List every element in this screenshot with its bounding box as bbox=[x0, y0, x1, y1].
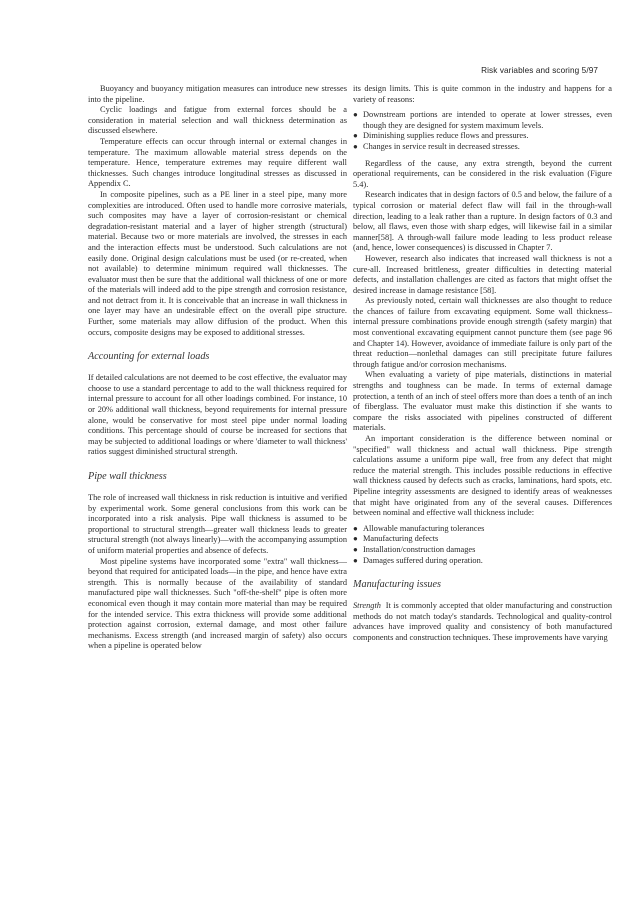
list-item: ● Allowable manufacturing tolerances bbox=[353, 523, 485, 533]
run-in-heading: Strength bbox=[353, 601, 381, 611]
paragraph: its design limits. This is quite common in the industry and happens for a variety of reasons: bbox=[353, 84, 612, 104]
bullet-icon: ● bbox=[353, 141, 358, 151]
list-item: ● Downstream portions are intended to operate at lower stresses, even though they are designed for system maximum levels. bbox=[353, 110, 612, 130]
bullet-icon: ● bbox=[353, 523, 358, 533]
section-heading: Manufacturing issues bbox=[353, 579, 442, 591]
bullet-icon: ● bbox=[353, 544, 358, 554]
section-heading: Accounting for external loads bbox=[88, 351, 210, 363]
paragraph: When evaluating a variety of pipe materials, distinctions in material strengths and toughness can be made. In terms of external damage protection, a tenth of an inch of steel offers more than does a tenth of an inch of fiberglass. The evaluator must make this distinction if she wants to compare the risks associated with pipelines constructed of different materials. bbox=[353, 370, 612, 433]
section-heading: Pipe wall thickness bbox=[88, 471, 167, 482]
list-item: ● Diminishing supplies reduce flows and pressures. bbox=[353, 131, 529, 141]
paragraph: As previously noted, certain wall thicknesses are also thought to reduce the chances of failure from excavating equipment. Some wall thickness–internal pressure combinations provide enough strength (safety margin) that most conventional excavating equipment cannot puncture them (see page 96 and Chapter 14). However, avoidance of immediate failure is only part of the threat reduction—nonlethal damages can still precipitate future failures through fatigue and/or corrosion mechanisms. bbox=[353, 296, 612, 369]
paragraph: Strength It is commonly accepted that older manufacturing and construction methods do not match today's standards. Technological and quality-control advances have improved quality and consistency of both manufactured components and construction techniques. These improvements have varying bbox=[353, 601, 612, 642]
bullet-icon: ● bbox=[353, 131, 358, 141]
paragraph: Regardless of the cause, any extra strength, beyond the current operational requirements, can be considered in the risk evaluation (Figure 5.4). bbox=[353, 158, 612, 189]
list-item: ● Damages suffered during operation. bbox=[353, 555, 483, 565]
paragraph: The role of increased wall thickness in risk reduction is intuitive and verified by experimental work. Some general conclusions from this work can be incorporated into a risk analysis. Pipe wall thickness is assumed to be proportional to structural strength—greater wall thickness leads to greater structural strength (not always linearly)—with the accompanying assumption of uniform material properties and absence of defects. bbox=[88, 493, 347, 555]
list-item: ● Installation/construction damages bbox=[353, 544, 476, 554]
bullet-list bbox=[353, 524, 612, 566]
right-column bbox=[353, 84, 612, 644]
paragraph: If detailed calculations are not deemed to be cost effective, the evaluator may choose to use a standard percentage to add to the wall thickness required for internal pressure to account for all other loadings combined. For instance, 10 or 20% additional wall thickness, beyond requirements for internal pressure alone, would be conservative for most steel pipe under normal loading conditions. This percentage should of course be increased for sections that may be subjected to additional loadings or where 'diameter to wall thickness' ratios suggest diminished structural strength. bbox=[88, 373, 347, 457]
bullet-icon: ● bbox=[353, 534, 358, 544]
paragraph: In composite pipelines, such as a PE liner in a steel pipe, many more complexities are introduced. Often used to handle more corrosive materials, such composites may have a layer of corrosion-resistant or chemical degradation-resistant material and a layer of higher strength (structural) material. Because two or more materials are involved, the stresses in each and the interaction effects must be understood. Such calculations are not easily done. Original design calculations must be used (or re-created, when not available) to determine minimum required wall thicknesses. The evaluator must then be sure that the additional wall thickness of one or more of the materials will indeed add to the pipe strength and corrosion resistance, and not detract from it. It is conceivable that an increase in wall thickness in one layer may have an undesirable effect on the overall pipe structure. Further, some materials may allow diffusion of the product. When this occurs, composite designs may be exposed to additional stresses. bbox=[88, 189, 347, 337]
paragraph: Cyclic loadings and fatigue from external forces should be a consideration in material selection and wall thickness determination as discussed elsewhere. bbox=[88, 105, 347, 136]
paragraph: An important consideration is the difference between nominal or "specified" wall thickness and actual wall thickness. Pipe strength calculations assume a uniform pipe wall, free from any defect that might reduce the material strength. This includes possible reductions in effective wall thickness caused by defects such as cracks, laminations, hard spots, etc. Pipeline integrity assessments are designed to identify areas of weaknesses that might have originated from any of the several causes. Differences between nominal and effective wall thickness include: bbox=[353, 434, 612, 518]
paragraph: Buoyancy and buoyancy mitigation measures can introduce new stresses into the pipeline. bbox=[88, 84, 347, 104]
paragraph: Temperature effects can occur through internal or external changes in temperature. The maximum allowable material stress depends on the temperature. Hence, temperature extremes may require different wall thicknesses. Such changes introduce longitudinal stresses as discussed in Appendix C. bbox=[88, 136, 347, 189]
list-item: ● Manufacturing defects bbox=[353, 534, 439, 544]
bullet-list bbox=[353, 110, 612, 152]
paragraph: Most pipeline systems have incorporated some "extra" wall thickness—beyond that required for anticipated loads—in the pipe, and hence have extra strength. This is normally because of the availability of standard manufactured pipe wall thicknesses. Such "off-the-shelf" pipe is often more economical even though it may contain more material than may be required for the intended service. This extra thickness will provide some additional protection against corrosion, external damage, and most other failure mechanisms. Excess strength (and increased margin of safety) also occurs when a pipeline is operated below bbox=[88, 556, 347, 651]
bullet-icon: ● bbox=[353, 555, 358, 565]
left-column bbox=[88, 84, 347, 652]
paragraph: Research indicates that in design factors of 0.5 and below, the failure of a typical corrosion or material defect flaw will fail in the through-wall direction, leading to a leak rather than a rupture. In design factors of 0.3 and below, all flaws, even those with sharp edges, will likewise fail in a similar manner[58]. A through-wall failure mode leading to less product release (and, hence, lower consequences) is discussed in Chapter 7. bbox=[353, 190, 612, 253]
running-head: Risk variables and scoring 5/97 bbox=[481, 66, 598, 75]
bullet-icon: ● bbox=[353, 110, 358, 120]
list-item: ● Changes in service result in decreased stresses. bbox=[353, 141, 520, 151]
paragraph: However, research also indicates that increased wall thickness is not a cure-all. Increased brittleness, greater difficulties in detecting material defects, and installation challenges are cited as factors that might offset the desired increase in damage resistance [58]. bbox=[353, 253, 612, 295]
